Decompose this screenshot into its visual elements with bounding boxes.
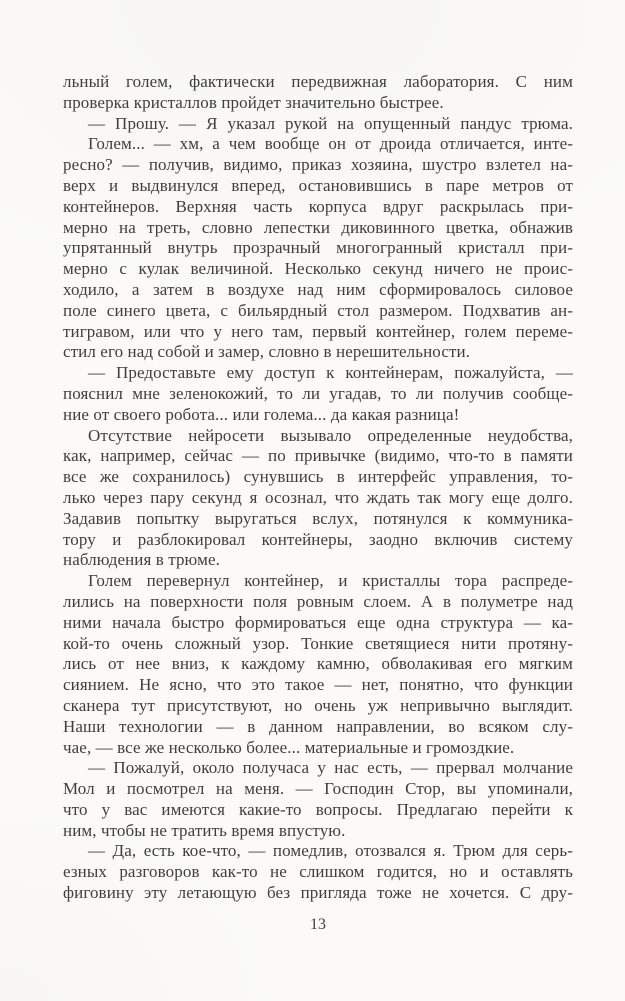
text-line: езных разговоров как-то не слишком годится, но и оставлять	[63, 862, 573, 882]
text-line: Задавив попытку выругаться вслух, потянулся к коммуника-	[63, 508, 573, 528]
text-line: проверка кристаллов пройдет значительно быстрее.	[63, 92, 444, 112]
text-line: ними начала быстро формироваться еще одна структура — ка-	[63, 612, 573, 632]
text-line: сиянием. Не ясно, что это такое — нет, понятно, что функции	[63, 675, 573, 695]
text-line: — Пожалуй, около получаса у нас есть, — прервал молчание	[88, 758, 573, 778]
text-line: Голем... — хм, а чем вообще он от дроида отличается, инте-	[88, 134, 573, 154]
text-line: сканера тут присутствуют, но очень уж непривычно выглядит.	[63, 695, 573, 715]
text-line: стил его над собой и замер, словно в нерешительности.	[63, 342, 471, 362]
text-line: Наши технологии — в данном направлении, во всяком слу-	[63, 716, 573, 736]
text-block	[63, 72, 573, 904]
text-line: Отсутствие нейросети вызывало определенные неудобства,	[88, 425, 573, 445]
text-line: — Да, есть кое-что, — помедлив, отозвался я. Трюм для серь-	[88, 841, 573, 861]
text-line: мерно на треть, словно лепестки диковинного цветка, обнажив	[63, 217, 573, 237]
text-line: ходило, а затем в воздухе над ним сформировалось силовое	[63, 279, 573, 299]
text-line: фиговину эту летающую без пригляда тоже не хочется. С дру-	[63, 883, 573, 903]
page-number: 13	[310, 916, 326, 933]
text-line: ним, чтобы не тратить время впустую.	[63, 820, 346, 840]
text-line: льный голем, фактически передвижная лаборатория. С ним	[63, 72, 573, 91]
text-line: наблюдения в трюме.	[63, 550, 220, 570]
text-line: контейнеров. Верхняя часть корпуса вдруг раскрылась при-	[63, 196, 573, 216]
text-line: лись от нее вниз, к каждому камню, обволакивая его мягким	[63, 654, 573, 674]
text-line: все же сохранилось) сунувшись в интерфейс управления, то-	[63, 467, 573, 487]
text-line: Голем перевернул контейнер, и кристаллы тора распреде-	[88, 571, 573, 591]
text-line: ние от своего робота... или голема... да какая разница!	[63, 404, 460, 424]
text-line: кой-то очень сложный узор. Тонкие светящиеся нити протяну-	[63, 633, 573, 653]
text-line: — Предоставьте ему доступ к контейнерам, пожалуйста, —	[88, 363, 573, 383]
text-line: тигравом, или что у него там, первый контейнер, голем переме-	[63, 321, 573, 341]
text-line: ресно? — получив, видимо, приказ хозяина, шустро взлетел на-	[63, 155, 573, 175]
text-line: — Прошу. — Я указал рукой на опущенный пандус трюма.	[88, 113, 573, 133]
text-line: лько через пару секунд я осознал, что ждать так могу еще долго.	[63, 487, 573, 507]
text-line: как, например, сейчас — по привычке (видимо, что-то в памяти	[63, 446, 573, 466]
text-line: мерно с кулак величиной. Несколько секунд ничего не проис-	[63, 259, 573, 279]
text-line: верх и выдвинулся вперед, остановившись в паре метров от	[63, 175, 573, 195]
text-line: поле синего цвета, с бильярдный стол размером. Подхватив ан-	[63, 300, 573, 320]
text-line: чае, — все же несколько более... материальные и громоздкие.	[63, 737, 515, 757]
text-line: пояснил мне зеленокожий, то ли угадав, то ли получив сообще-	[63, 383, 573, 403]
text-line: что у вас имеются какие-то вопросы. Предлагаю перейти к	[63, 799, 573, 819]
text-line: лились на поверхности поля ровным слоем. А в полуметре над	[63, 591, 573, 611]
text-line: Мол и посмотрел на меня. — Господин Стор, вы упоминали,	[63, 779, 573, 799]
text-line: упрятанный внутрь прозрачный многогранный кристалл при-	[63, 238, 573, 258]
text-line: тору и разблокировал контейнеры, заодно включив систему	[63, 529, 573, 549]
